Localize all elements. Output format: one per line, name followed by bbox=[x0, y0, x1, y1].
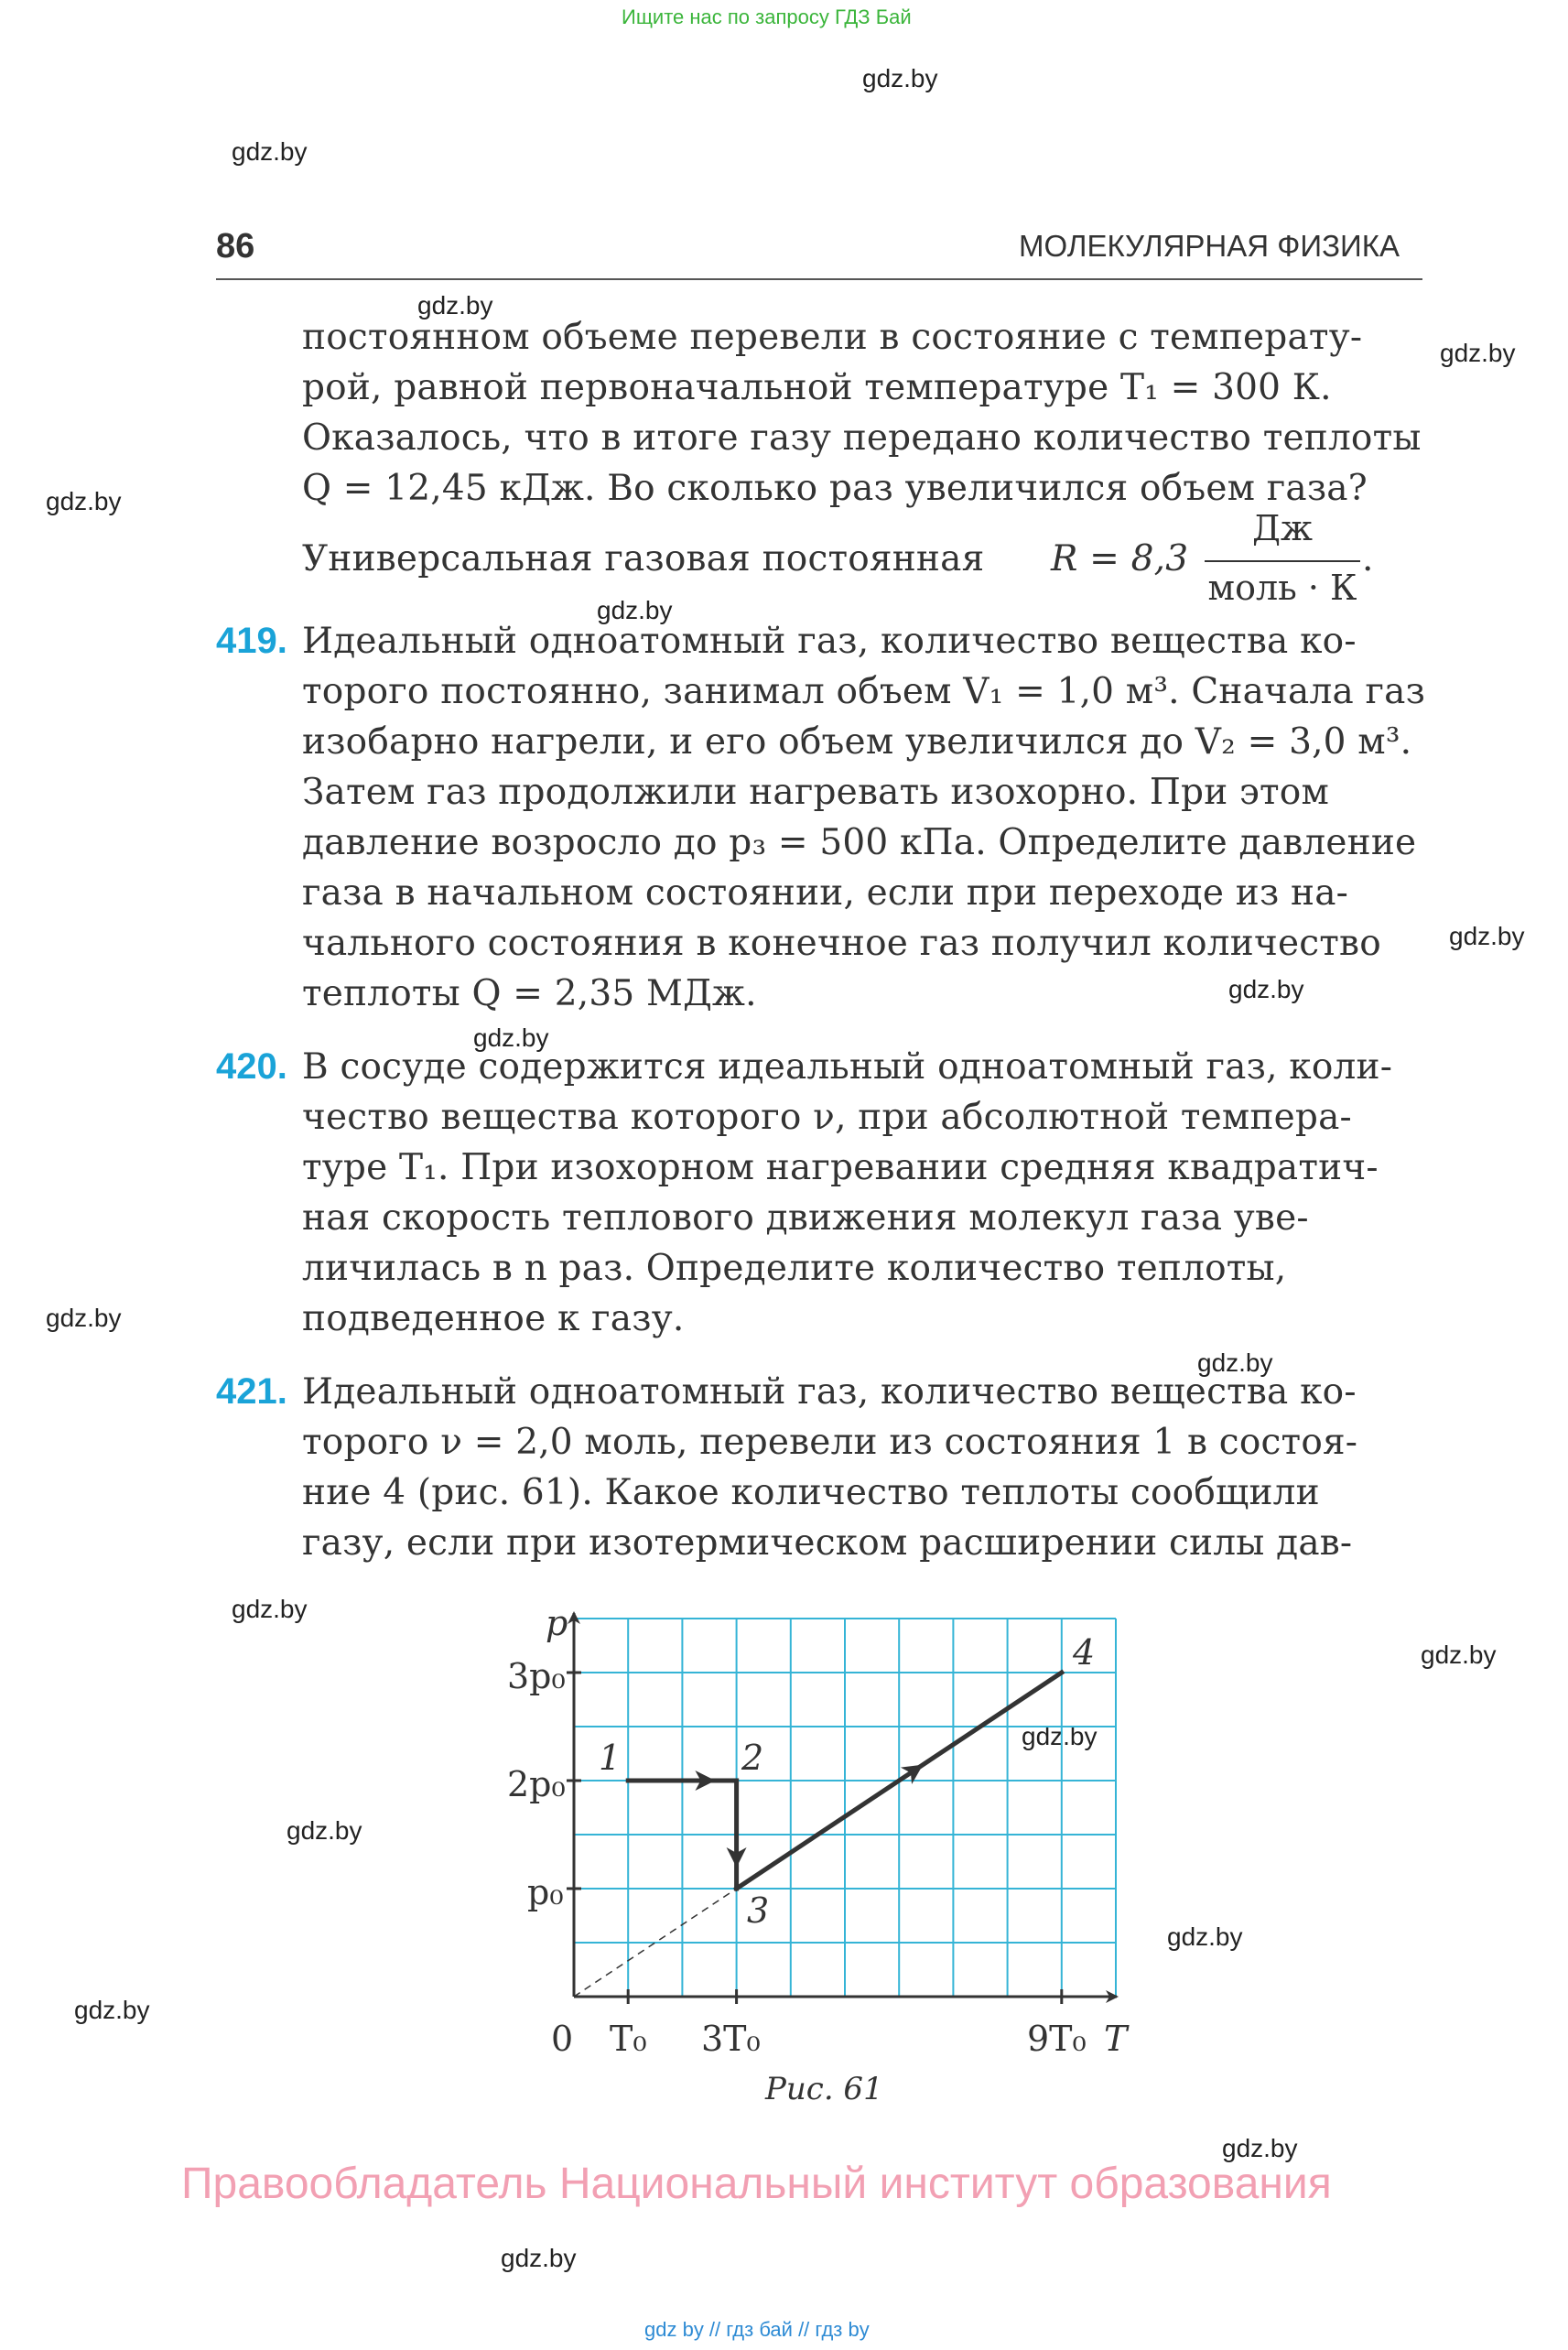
watermark: gdz.by bbox=[1440, 339, 1516, 367]
point-label: 3 bbox=[747, 1890, 770, 1931]
text-line: Идеальный одноатомный газ, количество вещества ко- bbox=[302, 621, 1357, 662]
text-line: ние 4 (рис. 61). Какое количество теплоты сообщили bbox=[302, 1472, 1320, 1513]
watermark: gdz.by bbox=[232, 1595, 308, 1623]
text-line: газу, если при изотермическом расширении силы дав- bbox=[302, 1522, 1353, 1564]
text-line: давление возросло до p₃ = 500 кПа. Определите давление bbox=[302, 822, 1417, 863]
problem-number: 419. bbox=[216, 621, 287, 661]
watermark: gdz.by bbox=[862, 64, 938, 92]
watermark: gdz.by bbox=[473, 1023, 549, 1052]
footer-links[interactable]: gdz by // гдз бай // гдз by bbox=[644, 2318, 870, 2341]
copyright-notice: Правообладатель Национальный институт образования bbox=[181, 2160, 1332, 2208]
text-line: изобарно нагрели, и его объем увеличился до V₂ = 3,0 м³. bbox=[302, 721, 1412, 763]
text-line: Оказалось, что в итоге газу передано количество теплоты bbox=[302, 417, 1422, 459]
watermark: gdz.by bbox=[46, 1304, 122, 1332]
text-line: торого ν = 2,0 моль, перевели из состояния 1 в состоя- bbox=[302, 1422, 1358, 1463]
text-line: чального состояния в конечное газ получил количество bbox=[302, 923, 1381, 964]
watermark: gdz.by bbox=[597, 596, 673, 624]
watermark: gdz.by bbox=[46, 487, 122, 515]
grid bbox=[574, 1619, 1116, 1997]
watermark: gdz.by bbox=[1449, 922, 1525, 950]
text-line: Затем газ продолжили нагревать изохорно. При этом bbox=[302, 772, 1330, 813]
text-line: торого постоянно, занимал объем V₁ = 1,0 м³. Сначала газ bbox=[302, 671, 1426, 712]
y-tick-label: 2p₀ bbox=[507, 1764, 566, 1804]
header-rule bbox=[216, 278, 1422, 280]
watermark: gdz.by bbox=[501, 2244, 577, 2272]
gas-constant-end: . bbox=[1362, 538, 1374, 579]
x-tick-label: 3T₀ bbox=[701, 2019, 761, 2059]
watermark: gdz.by bbox=[1228, 975, 1304, 1003]
text-line: подведенное к газу. bbox=[302, 1298, 685, 1339]
watermark: gdz.by bbox=[1022, 1722, 1098, 1750]
gas-constant-value: R = 8,3 bbox=[1051, 538, 1189, 579]
x-tick-label: T₀ bbox=[610, 2019, 647, 2059]
text-line: постоянном объеме перевели в состояние с температу- bbox=[302, 317, 1363, 358]
x-tick-label: 9T₀ bbox=[1027, 2019, 1087, 2059]
text-line: Идеальный одноатомный газ, количество вещества ко- bbox=[302, 1371, 1357, 1413]
page-number: 86 bbox=[216, 227, 255, 265]
top-banner: Ищите нас по запросу ГДЗ Бай bbox=[622, 5, 912, 28]
point-label: 2 bbox=[741, 1738, 764, 1778]
y-axis-label: p bbox=[546, 1603, 568, 1643]
section-title: МОЛЕКУЛЯРНАЯ ФИЗИКА bbox=[1019, 229, 1400, 263]
point-label: 1 bbox=[599, 1738, 622, 1778]
text-line: В сосуде содержится идеальный одноатомный газ, коли- bbox=[302, 1046, 1393, 1088]
watermark: gdz.by bbox=[1421, 1641, 1497, 1669]
text-line: Q = 12,45 кДж. Во сколько раз увеличился объем газа? bbox=[302, 468, 1368, 509]
point-label: 4 bbox=[1073, 1632, 1096, 1673]
watermark: gdz.by bbox=[417, 291, 493, 319]
fraction-denominator: моль · К bbox=[1207, 568, 1357, 608]
figure-caption: Рис. 61 bbox=[765, 2071, 883, 2107]
watermark: gdz.by bbox=[232, 137, 308, 166]
figure-61 bbox=[494, 1593, 1153, 2069]
text-line: чество вещества которого ν, при абсолютной темпера- bbox=[302, 1097, 1352, 1138]
watermark: gdz.by bbox=[1222, 2134, 1298, 2162]
x-tick-label: 0 bbox=[551, 2019, 574, 2059]
watermark: gdz.by bbox=[74, 1996, 150, 2024]
gas-constant-text: Универсальная газовая постоянная bbox=[302, 538, 985, 579]
text-line: газа в начальном состоянии, если при переходе из на- bbox=[302, 872, 1349, 914]
text-line: личилась в n раз. Определите количество теплоты, bbox=[302, 1248, 1287, 1289]
fraction-bar bbox=[1205, 560, 1360, 562]
text-line: туре T₁. При изохорном нагревании средняя квадратич- bbox=[302, 1147, 1379, 1188]
text-line: рой, равной первоначальной температуре T₁ = 300 К. bbox=[302, 367, 1332, 408]
problem-number: 420. bbox=[216, 1046, 287, 1087]
problem-number: 421. bbox=[216, 1371, 287, 1412]
fraction-numerator: Дж bbox=[1252, 508, 1313, 548]
y-tick-label: 3p₀ bbox=[507, 1656, 566, 1696]
watermark: gdz.by bbox=[1167, 1922, 1243, 1951]
text-line: ная скорость теплового движения молекул газа уве- bbox=[302, 1197, 1309, 1239]
watermark: gdz.by bbox=[1197, 1348, 1273, 1377]
text-line: теплоты Q = 2,35 МДж. bbox=[302, 973, 757, 1014]
watermark: gdz.by bbox=[287, 1816, 362, 1845]
y-tick-label: p₀ bbox=[527, 1872, 564, 1912]
x-axis-label: T bbox=[1104, 2019, 1128, 2059]
